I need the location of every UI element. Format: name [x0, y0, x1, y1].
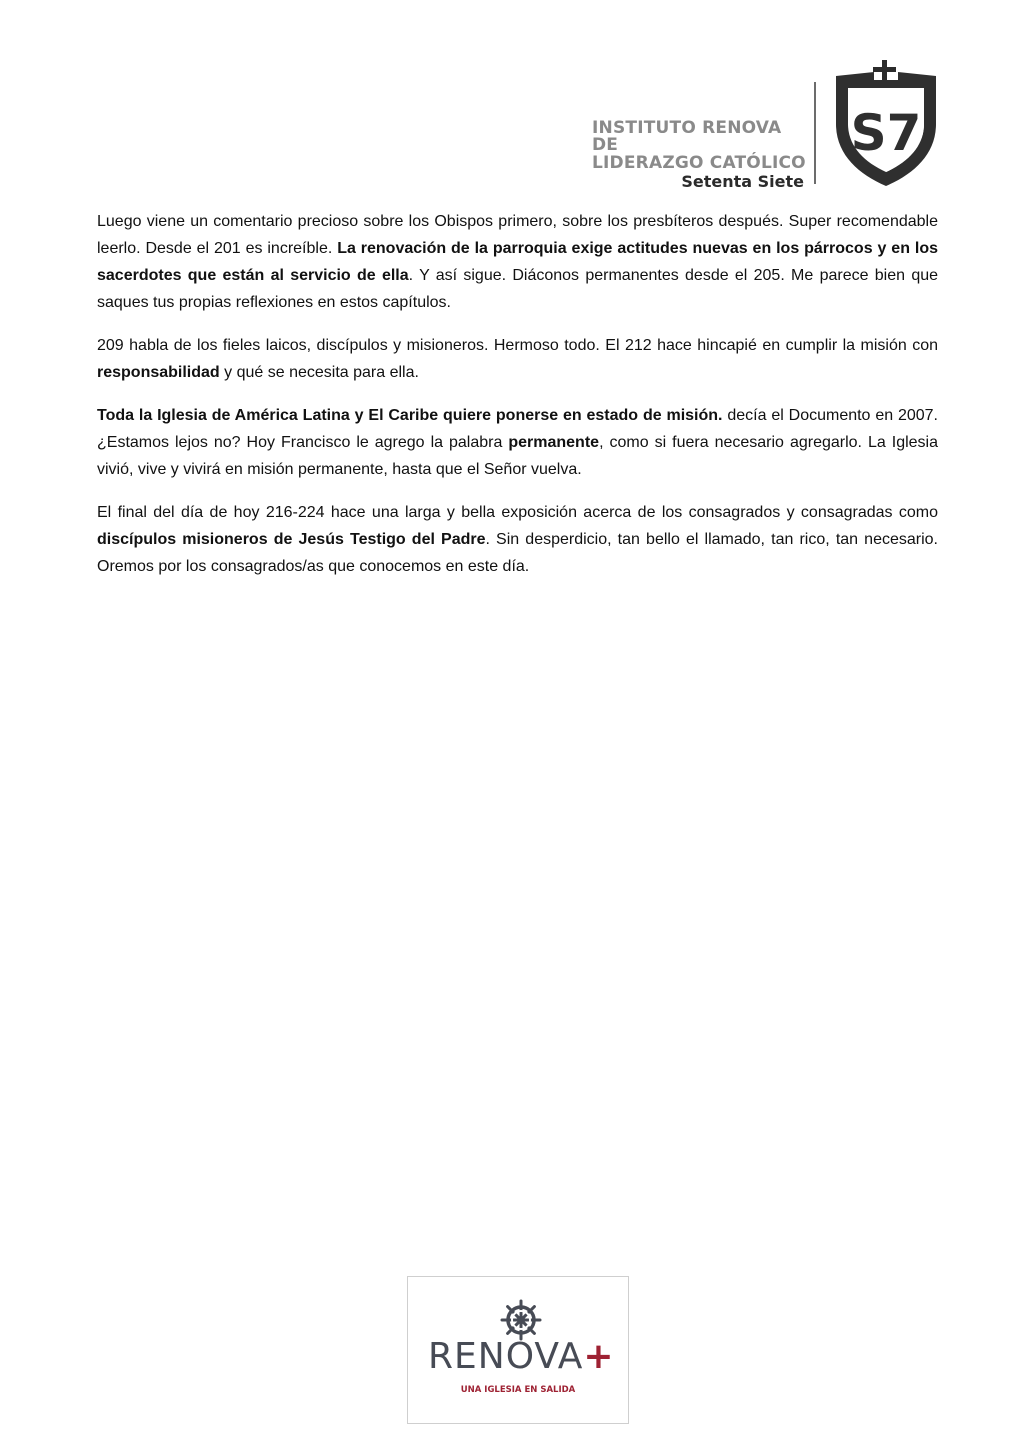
text-segment: , como si fuera necesario agregarlo. La Iglesia vivió, vive y vivirá en misión permanente, hasta que el Señor vuelva. [97, 434, 938, 478]
renova-wordmark [428, 1336, 615, 1377]
institute-line-3: Setenta Siete [681, 172, 804, 191]
text-segment: Luego viene un comentario precioso sobre los Obispos primero, sobre los presbíteros después. Super recomendable leerlo. Desde el 201 es increíble. [97, 213, 938, 257]
text-segment: y qué se necesita para ella. [219, 364, 419, 381]
header-divider [814, 82, 816, 184]
text-segment: El final del día de hoy 216-224 hace una larga y bella exposición acerca de los consagrados y consagradas como [97, 504, 938, 521]
institute-line-1: INSTITUTO RENOVA DE [592, 118, 782, 155]
text-segment: . Y así sigue. Diáconos permanentes desde el 205. Me parece bien que saques tus propias reflexiones en estos capítulos. [97, 267, 939, 311]
renova-plus: + [583, 1336, 615, 1377]
bold-text: La renovación de la parroquia exige actitudes nuevas en los párrocos y en los sacerdotes que están al servicio de ella [97, 240, 938, 284]
bold-text: Toda la Iglesia de América Latina y El Caribe quiere ponerse en estado de misión. [97, 407, 723, 424]
text-segment: 209 habla de los fieles laicos, discípulos y misioneros. Hermoso todo. El 212 hace hincapié en cumplir la misión con [97, 337, 938, 354]
renova-brand: RENOVA [428, 1336, 584, 1377]
paragraph [97, 208, 938, 316]
bold-text: permanente [508, 434, 600, 451]
shield-text: S7 [850, 104, 922, 162]
header-logo [592, 58, 942, 190]
shield-cross-icon [830, 58, 942, 190]
text-segment: decía el Documento en 2007. ¿Estamos lejos no? Hoy Francisco le agrego la palabra [97, 407, 939, 451]
paragraph [97, 499, 938, 580]
bold-text: responsabilidad [97, 364, 220, 381]
renova-tagline: UNA IGLESIA EN SALIDA [460, 1385, 576, 1395]
paragraph [97, 332, 938, 386]
text-segment: . Sin desperdicio, tan bello el llamado, tan rico, tan necesario. Oremos por los consagrados/as que conocemos en este día. [97, 531, 938, 575]
institute-name [592, 120, 806, 190]
institute-line-2: LIDERAZGO CATÓLICO [592, 153, 806, 173]
ship-wheel-icon [500, 1299, 542, 1341]
footer-logo [407, 1276, 629, 1424]
document-body [97, 208, 938, 596]
paragraph [97, 402, 938, 483]
bold-text: discípulos misioneros de Jesús Testigo del Padre [97, 531, 486, 548]
